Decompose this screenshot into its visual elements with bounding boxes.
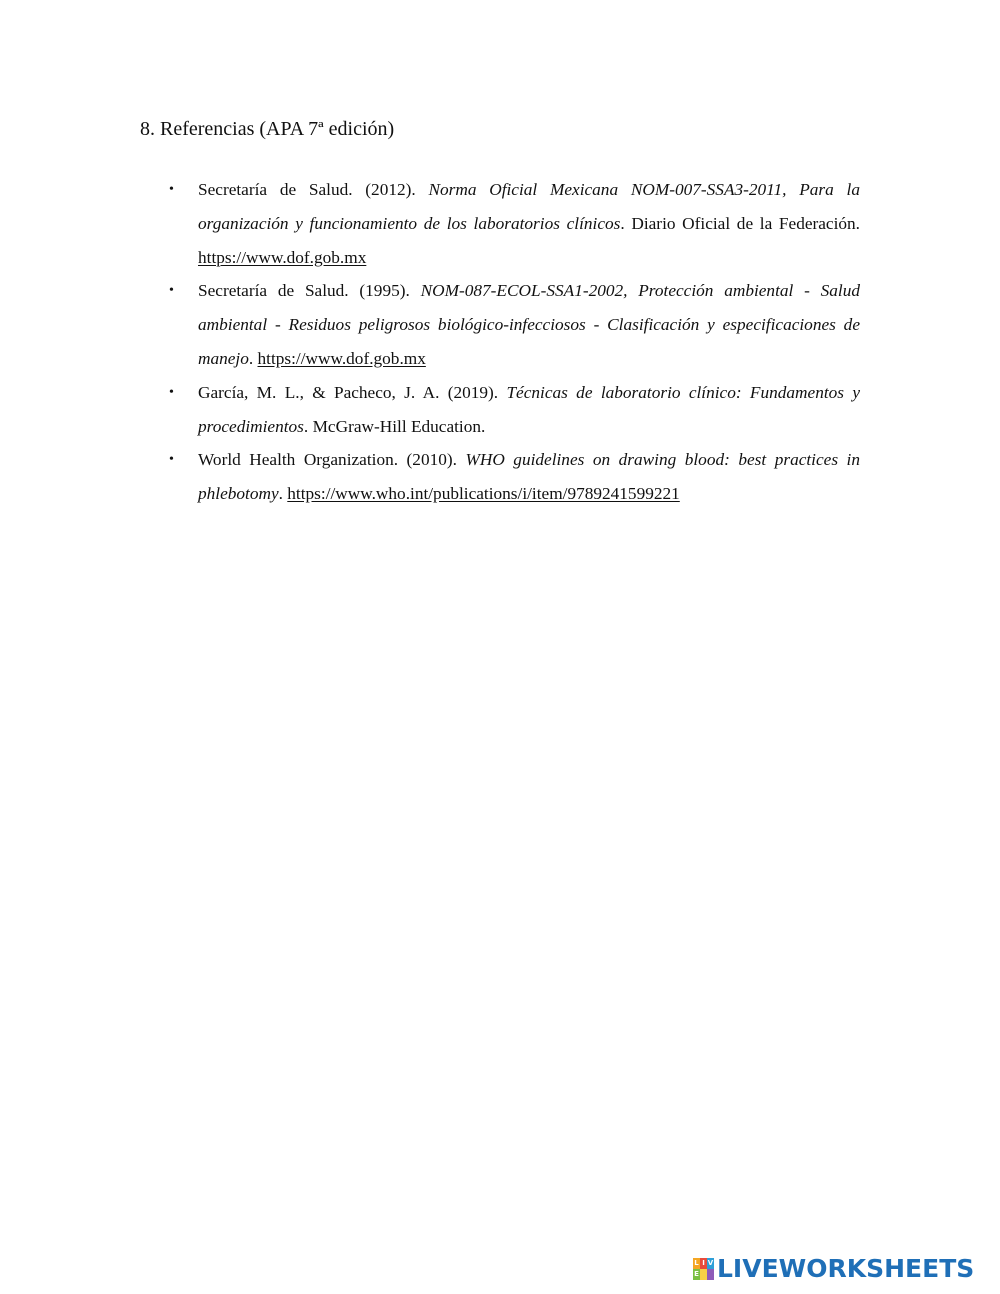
bullet-icon: • bbox=[169, 182, 174, 197]
reference-list bbox=[169, 173, 861, 511]
reference-authors: Secretaría de Salud. (2012). bbox=[198, 180, 429, 199]
reference-item bbox=[169, 443, 860, 511]
section-title: 8. Referencias (APA 7ª edición) bbox=[140, 118, 395, 140]
reference-title: Técnicas de laboratorio clínico: Fundamentos y procedimientos bbox=[198, 382, 860, 436]
logo-tile bbox=[700, 1269, 707, 1280]
brand-name: LIVEWORKSHEETS bbox=[717, 1254, 975, 1283]
reference-authors: García, M. L., & Pacheco, J. A. (2019). bbox=[198, 382, 507, 402]
reference-source: . bbox=[248, 348, 258, 368]
reference-source: . bbox=[278, 484, 288, 504]
logo-tile: V bbox=[707, 1259, 714, 1267]
bullet-icon: • bbox=[169, 452, 174, 468]
reference-source: . McGraw-Hill Education. bbox=[303, 416, 486, 436]
reference-item bbox=[169, 274, 860, 375]
reference-link[interactable]: https://www.who.int/publications/i/item/9789241599221 bbox=[287, 484, 680, 504]
reference-link[interactable]: https://www.dof.gob.mx bbox=[198, 247, 367, 267]
liveworksheets-logo-icon bbox=[693, 1258, 715, 1280]
logo-tile: E bbox=[694, 1270, 699, 1278]
liveworksheets-brand bbox=[693, 1255, 974, 1283]
reference-source: . Diario Oficial de la Federación. bbox=[620, 213, 861, 233]
logo-tile: L bbox=[694, 1259, 699, 1267]
reference-link[interactable]: https://www.dof.gob.mx bbox=[257, 348, 426, 368]
bullet-icon: • bbox=[169, 283, 174, 299]
reference-title: Norma Oficial Mexicana NOM-007-SSA3-2011, Para la organización y funcionamiento de los laboratorios clínicos bbox=[198, 180, 860, 233]
reference-authors: Secretaría de Salud. (1995). bbox=[198, 281, 421, 301]
reference-item bbox=[169, 376, 860, 444]
logo-tile: I bbox=[700, 1258, 707, 1269]
reference-authors: World Health Organization. (2010). bbox=[198, 450, 466, 470]
reference-item bbox=[169, 173, 861, 274]
reference-title: NOM-087-ECOL-SSA1-2002, Protección ambiental - Salud ambiental - Residuos peligrosos biológico-infecciosos - Clasificación y especificaciones de manejo bbox=[198, 281, 860, 368]
logo-tile bbox=[707, 1269, 714, 1280]
reference-title: WHO guidelines on drawing blood: best practices in phlebotomy bbox=[198, 450, 860, 504]
bullet-icon: • bbox=[169, 384, 174, 400]
